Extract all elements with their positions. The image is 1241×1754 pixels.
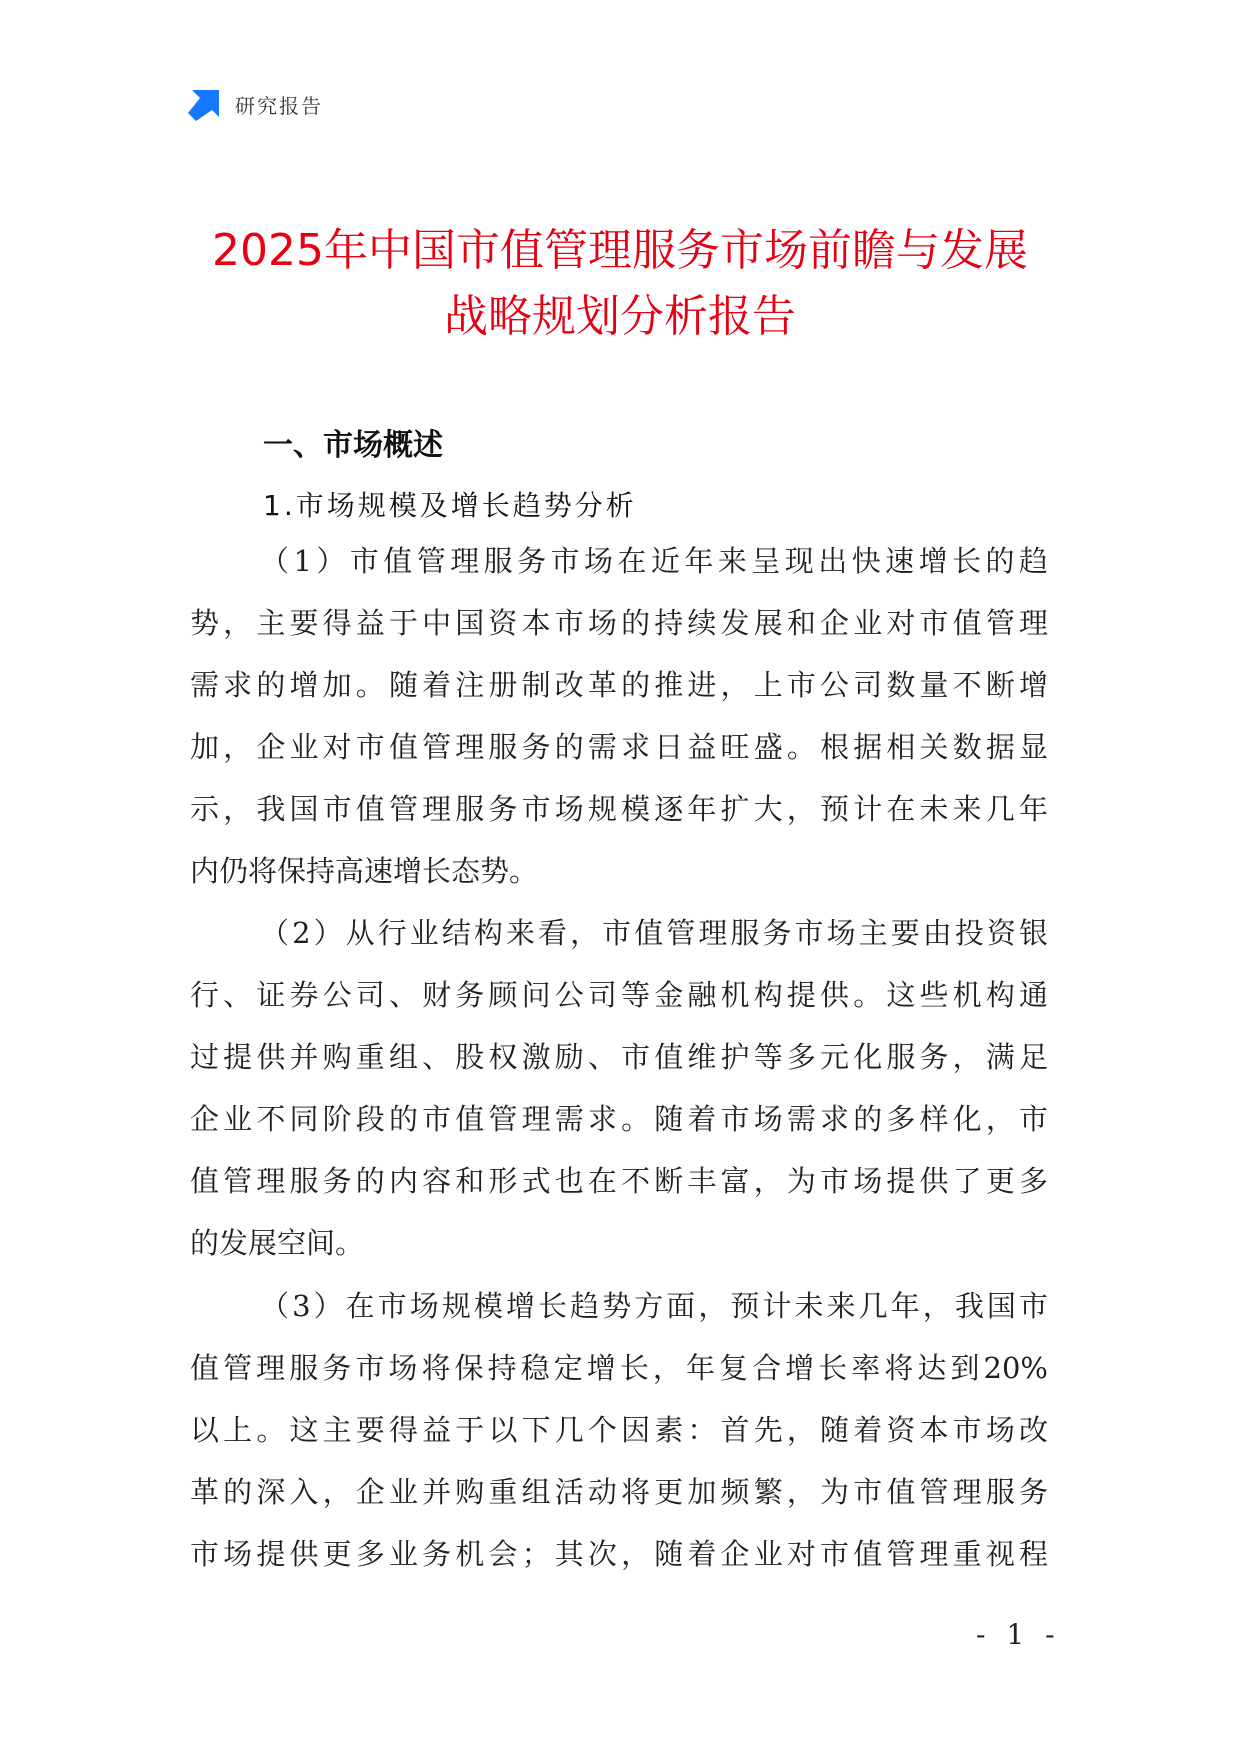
paragraph-line: 市场提供更多业务机会；其次，随着企业对市值管理重视程 [190,1537,1048,1571]
section-heading: 一、市场概述 [263,428,443,463]
paragraph-line: 企业不同阶段的市值管理需求。随着市场需求的多样化，市 [190,1102,1048,1136]
paragraph-line: 内仍将保持高速增长态势。 [190,854,539,888]
paragraph-line: 革的深入，企业并购重组活动将更加频繁，为市值管理服务 [190,1475,1048,1509]
paragraph-line: 示，我国市值管理服务市场规模逐年扩大，预计在未来几年 [190,792,1048,826]
paragraph-1 [190,530,1048,902]
paragraph-2 [190,902,1048,1274]
paragraph-line: （2）从行业结构来看，市值管理服务市场主要由投资银 [260,916,1048,950]
paragraph-line: 过提供并购重组、股权激励、市值维护等多元化服务，满足 [190,1040,1048,1074]
paragraph-line: （1）市值管理服务市场在近年来呈现出快速增长的趋 [260,544,1048,578]
page-number: - 1 - [976,1618,1061,1651]
report-header [188,86,323,122]
paragraph-line: 以上。这主要得益于以下几个因素：首先，随着资本市场改 [190,1413,1048,1447]
paragraph-line: 值管理服务市场将保持稳定增长，年复合增长率将达到20% [190,1351,1048,1385]
paragraph-line: 加，企业对市值管理服务的需求日益旺盛。根据相关数据显 [190,730,1048,764]
report-title [120,218,1120,350]
section-subheading: 1.市场规模及增长趋势分析 [263,489,637,522]
paragraph-3 [190,1275,1048,1585]
paragraph-line: （3）在市场规模增长趋势方面，预计未来几年，我国市 [260,1289,1048,1323]
paragraph-line: 势，主要得益于中国资本市场的持续发展和企业对市值管理 [190,606,1048,640]
title-line-1: 2025年中国市值管理服务市场前瞻与发展 [212,225,1028,276]
paragraph-line: 行、证券公司、财务顾问公司等金融机构提供。这些机构通 [190,978,1048,1012]
paragraph-line: 的发展空间。 [190,1226,365,1260]
arrow-logo-icon [188,88,221,121]
title-line-2: 战略规划分析报告 [444,291,796,342]
header-label: 研究报告 [235,93,323,118]
paragraph-line: 值管理服务的内容和形式也在不断丰富，为市场提供了更多 [190,1164,1048,1198]
paragraph-line: 需求的增加。随着注册制改革的推进，上市公司数量不断增 [190,668,1048,702]
